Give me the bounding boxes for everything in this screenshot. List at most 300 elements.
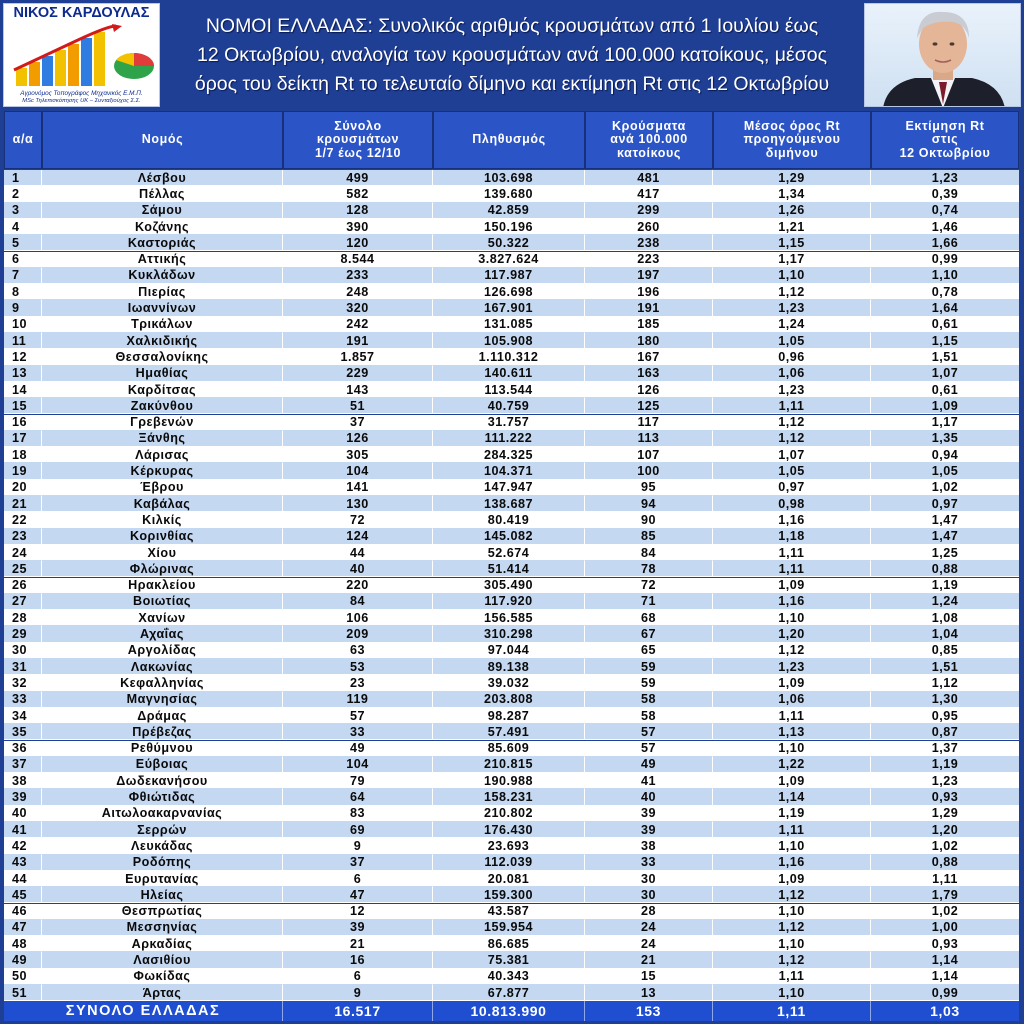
- row-population: 117.987: [433, 268, 585, 284]
- row-per100k: 30: [585, 887, 713, 903]
- row-index: 24: [4, 545, 42, 561]
- row-population: 176.430: [433, 822, 585, 838]
- row-per100k: 65: [585, 643, 713, 659]
- row-rt-est: 1,19: [871, 578, 1019, 594]
- row-rt-est: 1,47: [871, 512, 1019, 528]
- row-rt-est: 1,25: [871, 545, 1019, 561]
- row-population: 203.808: [433, 692, 585, 708]
- row-nomos: Πιερίας: [42, 284, 283, 300]
- row-per100k: 117: [585, 415, 713, 431]
- row-population: 57.491: [433, 724, 585, 740]
- row-rt-est: 0,78: [871, 284, 1019, 300]
- row-population: 210.815: [433, 757, 585, 773]
- row-per100k: 299: [585, 203, 713, 219]
- row-per100k: 481: [585, 170, 713, 186]
- row-index: 45: [4, 887, 42, 903]
- row-per100k: 85: [585, 529, 713, 545]
- row-rt-est: 1,20: [871, 822, 1019, 838]
- row-index: 21: [4, 496, 42, 512]
- row-cases: 209: [283, 626, 433, 642]
- row-rt-est: 1,00: [871, 920, 1019, 936]
- row-nomos: Πρέβεζας: [42, 724, 283, 740]
- row-cases: 128: [283, 203, 433, 219]
- row-per100k: 100: [585, 463, 713, 479]
- row-rt-mean: 1,23: [713, 382, 871, 398]
- row-per100k: 28: [585, 904, 713, 920]
- row-nomos: Σερρών: [42, 822, 283, 838]
- row-index: 35: [4, 724, 42, 740]
- row-rt-mean: 1,06: [713, 692, 871, 708]
- row-per100k: 95: [585, 480, 713, 496]
- row-cases: 191: [283, 333, 433, 349]
- total-row: [4, 1001, 1019, 1021]
- row-rt-mean: 1,14: [713, 789, 871, 805]
- row-cases: 49: [283, 741, 433, 757]
- row-cases: 53: [283, 659, 433, 675]
- table-row: [4, 578, 1019, 594]
- row-cases: 390: [283, 219, 433, 235]
- table-row: [4, 708, 1019, 724]
- row-per100k: 39: [585, 822, 713, 838]
- row-index: 25: [4, 561, 42, 577]
- row-population: 39.032: [433, 675, 585, 691]
- row-rt-est: 0,74: [871, 203, 1019, 219]
- row-index: 15: [4, 398, 42, 414]
- row-cases: 248: [283, 284, 433, 300]
- row-index: 42: [4, 838, 42, 854]
- row-nomos: Δωδεκανήσου: [42, 773, 283, 789]
- table-row: [4, 235, 1019, 251]
- row-index: 44: [4, 871, 42, 887]
- row-cases: 44: [283, 545, 433, 561]
- row-index: 50: [4, 969, 42, 985]
- row-cases: 143: [283, 382, 433, 398]
- row-population: 97.044: [433, 643, 585, 659]
- row-nomos: Πέλλας: [42, 186, 283, 202]
- row-cases: 124: [283, 529, 433, 545]
- row-rt-mean: 1,16: [713, 594, 871, 610]
- row-nomos: Ζακύνθου: [42, 398, 283, 414]
- row-per100k: 57: [585, 741, 713, 757]
- table-row: [4, 545, 1019, 561]
- row-nomos: Λευκάδας: [42, 838, 283, 854]
- row-rt-mean: 1,11: [713, 398, 871, 414]
- row-nomos: Αρκαδίας: [42, 936, 283, 952]
- total-rt-mean: 1,11: [713, 1001, 871, 1021]
- table-row: [4, 692, 1019, 708]
- row-population: 305.490: [433, 578, 585, 594]
- row-nomos: Λακωνίας: [42, 659, 283, 675]
- row-rt-est: 0,93: [871, 789, 1019, 805]
- row-nomos: Ηρακλείου: [42, 578, 283, 594]
- row-population: 40.759: [433, 398, 585, 414]
- row-population: 75.381: [433, 952, 585, 968]
- row-index: 36: [4, 741, 42, 757]
- row-rt-est: 0,87: [871, 724, 1019, 740]
- row-index: 8: [4, 284, 42, 300]
- row-rt-est: 1,35: [871, 431, 1019, 447]
- table-row: [4, 806, 1019, 822]
- table-row: [4, 871, 1019, 887]
- row-per100k: 197: [585, 268, 713, 284]
- row-rt-est: 0,39: [871, 186, 1019, 202]
- row-rt-mean: 1,10: [713, 936, 871, 952]
- row-population: 1.110.312: [433, 349, 585, 365]
- row-rt-est: 1,02: [871, 904, 1019, 920]
- col-header-per100k: Κρούσματα ανά 100.000 κατοίκους: [585, 111, 713, 169]
- table-row: [4, 920, 1019, 936]
- row-population: 138.687: [433, 496, 585, 512]
- row-nomos: Κιλκίς: [42, 512, 283, 528]
- row-index: 23: [4, 529, 42, 545]
- row-rt-mean: 1,19: [713, 806, 871, 822]
- row-cases: 9: [283, 838, 433, 854]
- row-index: 32: [4, 675, 42, 691]
- row-index: 37: [4, 757, 42, 773]
- row-population: 43.587: [433, 904, 585, 920]
- row-nomos: Κορινθίας: [42, 529, 283, 545]
- row-per100k: 238: [585, 235, 713, 251]
- row-cases: 12: [283, 904, 433, 920]
- row-population: 113.544: [433, 382, 585, 398]
- row-rt-mean: 1,16: [713, 512, 871, 528]
- total-cases: 16.517: [283, 1001, 433, 1021]
- row-index: 17: [4, 431, 42, 447]
- table-row: [4, 969, 1019, 985]
- row-rt-mean: 1,15: [713, 235, 871, 251]
- row-index: 22: [4, 512, 42, 528]
- row-nomos: Λασιθίου: [42, 952, 283, 968]
- row-per100k: 125: [585, 398, 713, 414]
- row-rt-est: 1,08: [871, 610, 1019, 626]
- row-cases: 40: [283, 561, 433, 577]
- row-rt-mean: 1,09: [713, 675, 871, 691]
- row-index: 39: [4, 789, 42, 805]
- table-row: [4, 610, 1019, 626]
- col-header-aa: α/α: [4, 111, 42, 169]
- row-per100k: 24: [585, 920, 713, 936]
- row-index: 10: [4, 317, 42, 333]
- row-nomos: Χίου: [42, 545, 283, 561]
- row-per100k: 59: [585, 675, 713, 691]
- row-rt-est: 1,51: [871, 349, 1019, 365]
- row-cases: 106: [283, 610, 433, 626]
- row-per100k: 13: [585, 985, 713, 1001]
- row-rt-mean: 0,97: [713, 480, 871, 496]
- row-index: 6: [4, 252, 42, 268]
- row-per100k: 40: [585, 789, 713, 805]
- row-cases: 33: [283, 724, 433, 740]
- row-population: 310.298: [433, 626, 585, 642]
- row-per100k: 113: [585, 431, 713, 447]
- row-per100k: 94: [585, 496, 713, 512]
- table-row: [4, 724, 1019, 740]
- row-rt-est: 0,88: [871, 855, 1019, 871]
- row-per100k: 191: [585, 300, 713, 316]
- row-rt-mean: 1,22: [713, 757, 871, 773]
- table-row: [4, 317, 1019, 333]
- row-nomos: Ρεθύμνου: [42, 741, 283, 757]
- row-cases: 47: [283, 887, 433, 903]
- row-rt-mean: 1,18: [713, 529, 871, 545]
- row-per100k: 78: [585, 561, 713, 577]
- table-row: [4, 170, 1019, 186]
- row-population: 104.371: [433, 463, 585, 479]
- row-cases: 141: [283, 480, 433, 496]
- row-index: 51: [4, 985, 42, 1001]
- title-line-3: όρος του δείκτη Rt το τελευταίο δίμηνο και εκτίμηση Rt στις 12 Οκτωβρίου: [194, 72, 830, 95]
- title-line-1: ΝΟΜΟΙ ΕΛΛΑΔΑΣ: Συνολικός αριθμός κρουσμάτων από 1 Ιουλίου έως: [205, 14, 819, 37]
- row-cases: 64: [283, 789, 433, 805]
- table-row: [4, 349, 1019, 365]
- row-rt-mean: 1,10: [713, 838, 871, 854]
- row-nomos: Σάμου: [42, 203, 283, 219]
- row-rt-est: 1,47: [871, 529, 1019, 545]
- table-row: [4, 529, 1019, 545]
- table-row: [4, 268, 1019, 284]
- row-population: 131.085: [433, 317, 585, 333]
- row-rt-est: 1,04: [871, 626, 1019, 642]
- row-cases: 69: [283, 822, 433, 838]
- row-index: 16: [4, 415, 42, 431]
- table-row: [4, 431, 1019, 447]
- row-rt-mean: 1,11: [713, 822, 871, 838]
- row-per100k: 39: [585, 806, 713, 822]
- row-per100k: 71: [585, 594, 713, 610]
- row-index: 19: [4, 463, 42, 479]
- row-cases: 6: [283, 969, 433, 985]
- row-rt-mean: 1,10: [713, 741, 871, 757]
- table-row: [4, 789, 1019, 805]
- row-population: 112.039: [433, 855, 585, 871]
- row-index: 38: [4, 773, 42, 789]
- table-row: [4, 626, 1019, 642]
- row-per100k: 90: [585, 512, 713, 528]
- row-cases: 16: [283, 952, 433, 968]
- row-index: 5: [4, 235, 42, 251]
- row-per100k: 185: [585, 317, 713, 333]
- row-rt-mean: 1,10: [713, 610, 871, 626]
- bar-chart-logo-icon: [8, 24, 158, 88]
- row-cases: 51: [283, 398, 433, 414]
- row-rt-est: 1,79: [871, 887, 1019, 903]
- row-cases: 320: [283, 300, 433, 316]
- row-index: 13: [4, 366, 42, 382]
- row-per100k: 21: [585, 952, 713, 968]
- row-population: 80.419: [433, 512, 585, 528]
- table-row: [4, 284, 1019, 300]
- row-rt-mean: 1,11: [713, 561, 871, 577]
- row-per100k: 163: [585, 366, 713, 382]
- row-rt-est: 1,15: [871, 333, 1019, 349]
- row-index: 14: [4, 382, 42, 398]
- row-rt-mean: 1,11: [713, 545, 871, 561]
- row-rt-est: 0,99: [871, 985, 1019, 1001]
- row-rt-mean: 1,10: [713, 268, 871, 284]
- table-row: [4, 675, 1019, 691]
- row-population: 126.698: [433, 284, 585, 300]
- row-nomos: Ξάνθης: [42, 431, 283, 447]
- row-rt-mean: 1,24: [713, 317, 871, 333]
- row-index: 1: [4, 170, 42, 186]
- row-rt-est: 0,95: [871, 708, 1019, 724]
- total-population: 10.813.990: [433, 1001, 585, 1021]
- row-population: 67.877: [433, 985, 585, 1001]
- row-rt-est: 0,99: [871, 252, 1019, 268]
- row-nomos: Αχαΐας: [42, 626, 283, 642]
- row-rt-mean: 1,06: [713, 366, 871, 382]
- row-index: 9: [4, 300, 42, 316]
- row-cases: 72: [283, 512, 433, 528]
- table-row: [4, 463, 1019, 479]
- row-per100k: 41: [585, 773, 713, 789]
- table-row: [4, 186, 1019, 202]
- row-population: 42.859: [433, 203, 585, 219]
- row-nomos: Κεφαλληνίας: [42, 675, 283, 691]
- row-nomos: Καρδίτσας: [42, 382, 283, 398]
- row-rt-mean: 1,11: [713, 969, 871, 985]
- row-index: 30: [4, 643, 42, 659]
- row-population: 105.908: [433, 333, 585, 349]
- row-cases: 57: [283, 708, 433, 724]
- row-population: 190.988: [433, 773, 585, 789]
- row-population: 139.680: [433, 186, 585, 202]
- row-index: 49: [4, 952, 42, 968]
- table-row: [4, 219, 1019, 235]
- row-nomos: Ροδόπης: [42, 855, 283, 871]
- row-cases: 37: [283, 855, 433, 871]
- row-per100k: 24: [585, 936, 713, 952]
- row-index: 2: [4, 186, 42, 202]
- row-rt-est: 1,64: [871, 300, 1019, 316]
- row-nomos: Λάρισας: [42, 447, 283, 463]
- row-nomos: Καβάλας: [42, 496, 283, 512]
- row-nomos: Χαλκιδικής: [42, 333, 283, 349]
- row-rt-mean: 1,12: [713, 415, 871, 431]
- row-per100k: 30: [585, 871, 713, 887]
- table-row: [4, 300, 1019, 316]
- table-row: [4, 382, 1019, 398]
- row-nomos: Ημαθίας: [42, 366, 283, 382]
- table-row: [4, 757, 1019, 773]
- row-population: 51.414: [433, 561, 585, 577]
- col-header-rt-mean: Μέσος όρος Rt προηγούμενου διμήνου: [713, 111, 871, 169]
- row-per100k: 126: [585, 382, 713, 398]
- table-row: [4, 203, 1019, 219]
- row-index: 43: [4, 855, 42, 871]
- row-population: 140.611: [433, 366, 585, 382]
- row-rt-mean: 1,12: [713, 920, 871, 936]
- row-nomos: Λέσβου: [42, 170, 283, 186]
- row-index: 3: [4, 203, 42, 219]
- row-nomos: Εύβοιας: [42, 757, 283, 773]
- title-line-2: 12 Οκτωβρίου, αναλογία των κρουσμάτων ανά 100.000 κατοίκους, μέσος: [196, 43, 828, 66]
- row-nomos: Αργολίδας: [42, 643, 283, 659]
- row-population: 159.954: [433, 920, 585, 936]
- table-row: [4, 904, 1019, 920]
- row-nomos: Δράμας: [42, 708, 283, 724]
- row-per100k: 107: [585, 447, 713, 463]
- row-nomos: Κυκλάδων: [42, 268, 283, 284]
- row-population: 159.300: [433, 887, 585, 903]
- row-rt-mean: 1,07: [713, 447, 871, 463]
- table-row: [4, 855, 1019, 871]
- row-rt-est: 0,88: [871, 561, 1019, 577]
- row-index: 12: [4, 349, 42, 365]
- row-rt-mean: 1,13: [713, 724, 871, 740]
- row-nomos: Μεσσηνίας: [42, 920, 283, 936]
- row-population: 52.674: [433, 545, 585, 561]
- row-cases: 229: [283, 366, 433, 382]
- row-nomos: Χανίων: [42, 610, 283, 626]
- author-subtitle-2: MSc Τηλεπισκόπησης UK – Συνταξιούχος Σ.Σ.: [22, 98, 141, 104]
- row-rt-mean: 1,17: [713, 252, 871, 268]
- row-cases: 220: [283, 578, 433, 594]
- row-rt-mean: 1,26: [713, 203, 871, 219]
- row-nomos: Μαγνησίας: [42, 692, 283, 708]
- row-nomos: Φθιώτιδας: [42, 789, 283, 805]
- row-rt-mean: 1,12: [713, 643, 871, 659]
- table-row: [4, 838, 1019, 854]
- row-per100k: 58: [585, 692, 713, 708]
- row-rt-est: 1,02: [871, 838, 1019, 854]
- row-rt-est: 1,14: [871, 952, 1019, 968]
- row-rt-est: 1,09: [871, 398, 1019, 414]
- table-row: [4, 936, 1019, 952]
- table-row: [4, 985, 1019, 1001]
- row-cases: 8.544: [283, 252, 433, 268]
- col-header-cases: Σύνολο κρουσμάτων 1/7 έως 12/10: [283, 111, 433, 169]
- row-cases: 242: [283, 317, 433, 333]
- row-per100k: 68: [585, 610, 713, 626]
- row-rt-est: 1,24: [871, 594, 1019, 610]
- row-cases: 104: [283, 757, 433, 773]
- row-index: 28: [4, 610, 42, 626]
- row-rt-mean: 1,09: [713, 773, 871, 789]
- row-rt-mean: 1,16: [713, 855, 871, 871]
- table-row: [4, 415, 1019, 431]
- row-index: 29: [4, 626, 42, 642]
- table-row: [4, 822, 1019, 838]
- row-rt-est: 0,61: [871, 382, 1019, 398]
- row-rt-est: 1,07: [871, 366, 1019, 382]
- row-population: 117.920: [433, 594, 585, 610]
- row-population: 156.585: [433, 610, 585, 626]
- row-index: 4: [4, 219, 42, 235]
- row-cases: 9: [283, 985, 433, 1001]
- row-rt-mean: 1,10: [713, 904, 871, 920]
- row-rt-mean: 0,98: [713, 496, 871, 512]
- row-population: 167.901: [433, 300, 585, 316]
- row-rt-est: 1,30: [871, 692, 1019, 708]
- row-population: 210.802: [433, 806, 585, 822]
- row-rt-est: 1,66: [871, 235, 1019, 251]
- row-rt-mean: 1,10: [713, 985, 871, 1001]
- row-population: 111.222: [433, 431, 585, 447]
- row-rt-est: 1,19: [871, 757, 1019, 773]
- table-row: [4, 512, 1019, 528]
- table-row: [4, 333, 1019, 349]
- row-rt-est: 0,94: [871, 447, 1019, 463]
- row-population: 284.325: [433, 447, 585, 463]
- col-header-population: Πληθυσμός: [433, 111, 585, 169]
- table-row: [4, 561, 1019, 577]
- col-header-nomos: Νομός: [42, 111, 283, 169]
- row-nomos: Έβρου: [42, 480, 283, 496]
- page-title: [163, 4, 861, 106]
- row-cases: 84: [283, 594, 433, 610]
- row-nomos: Κοζάνης: [42, 219, 283, 235]
